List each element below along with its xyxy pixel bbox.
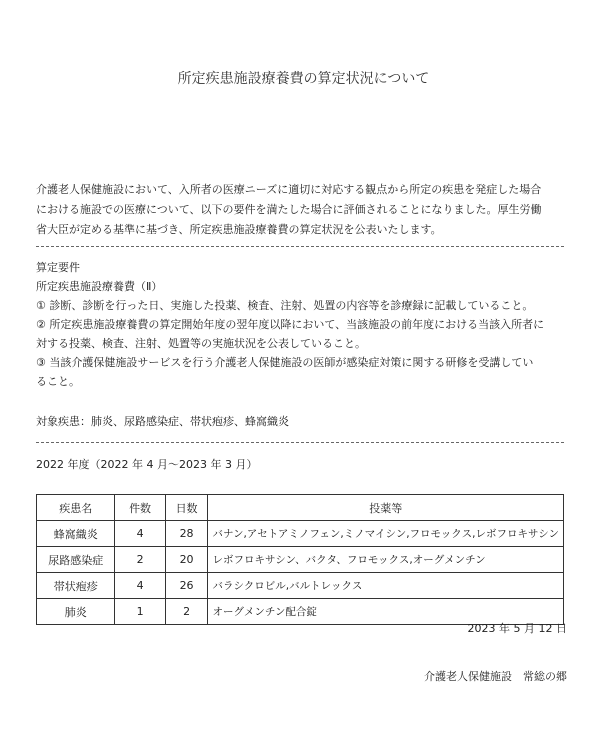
cell-medication: バナン,アセトアミノフェン,ミノマイシン,フロモックス,レボフロキサシン [208, 521, 564, 547]
requirements-heading: 算定要件 [36, 261, 80, 274]
fiscal-year: 2022 年度（2022 年 4 月～2023 年 3 月） [36, 458, 258, 471]
cell-medication: レボフロキサシン、バクタ、フロモックス,オーグメンチン [208, 547, 564, 573]
cell-medication: バラシクロビル,バルトレックス [208, 573, 564, 599]
cell-count: 1 [115, 599, 165, 625]
table-row [37, 521, 564, 547]
dashed-divider [36, 246, 564, 247]
requirement-line: 対する投薬、検査、注射、処置等の実施状況を公表していること。 [36, 337, 366, 350]
header-days: 日数 [165, 495, 208, 521]
page-title: 所定疾患施設療養費の算定状況について [177, 71, 430, 87]
requirements-subheading: 所定疾患施設療養費（Ⅱ） [36, 280, 163, 293]
cell-disease: 肺炎 [37, 599, 115, 625]
intro-line: における施設での医療について、以下の要件を満たした場合に評価されることになりました。厚生労働 [36, 203, 542, 216]
cell-days: 26 [165, 573, 208, 599]
cell-disease: 帯状疱疹 [37, 573, 115, 599]
cell-disease: 蜂窩織炎 [37, 521, 115, 547]
requirement-line: ③ 当該介護保健施設サービスを行う介護老人保健施設の医師が感染症対策に関する研修を受講してい [36, 356, 534, 369]
cell-count: 4 [115, 521, 165, 547]
requirement-line: ② 所定疾患施設療養費の算定開始年度の翌年度以降において、当該施設の前年度における当該入所者に [36, 318, 545, 331]
intro-line: 介護老人保健施設において、入所者の医療ニーズに適切に対応する観点から所定の疾患を発症した場合 [36, 183, 542, 196]
header-medication: 投薬等 [208, 495, 564, 521]
dashed-divider [36, 442, 564, 443]
cell-medication: オーグメンチン配合錠 [208, 599, 564, 625]
cell-disease: 尿路感染症 [37, 547, 115, 573]
table-header-row [37, 495, 564, 521]
intro-paragraph [36, 180, 570, 240]
target-diseases: 対象疾患：肺炎、尿路感染症、帯状疱疹、蜂窩織炎 [36, 415, 289, 428]
cell-days: 2 [165, 599, 208, 625]
calculation-table [36, 494, 564, 625]
header-count: 件数 [115, 495, 165, 521]
publish-date: 2023 年 5 月 12 日 [467, 622, 567, 635]
cell-days: 20 [165, 547, 208, 573]
requirements-section [36, 258, 570, 391]
table-row [37, 573, 564, 599]
intro-line: 省大臣が定める基準に基づき、所定疾患施設療養費の算定状況を公表いたします。 [36, 223, 442, 236]
cell-count: 4 [115, 573, 165, 599]
table-row [37, 547, 564, 573]
cell-count: 2 [115, 547, 165, 573]
facility-name: 介護老人保健施設 常総の郷 [424, 670, 567, 683]
cell-days: 28 [165, 521, 208, 547]
requirement-line: ること。 [36, 375, 80, 388]
requirement-line: ① 診断、診断を行った日、実施した投薬、検査、注射、処置の内容等を診療録に記載していること。 [36, 299, 534, 312]
header-disease: 疾患名 [37, 495, 115, 521]
